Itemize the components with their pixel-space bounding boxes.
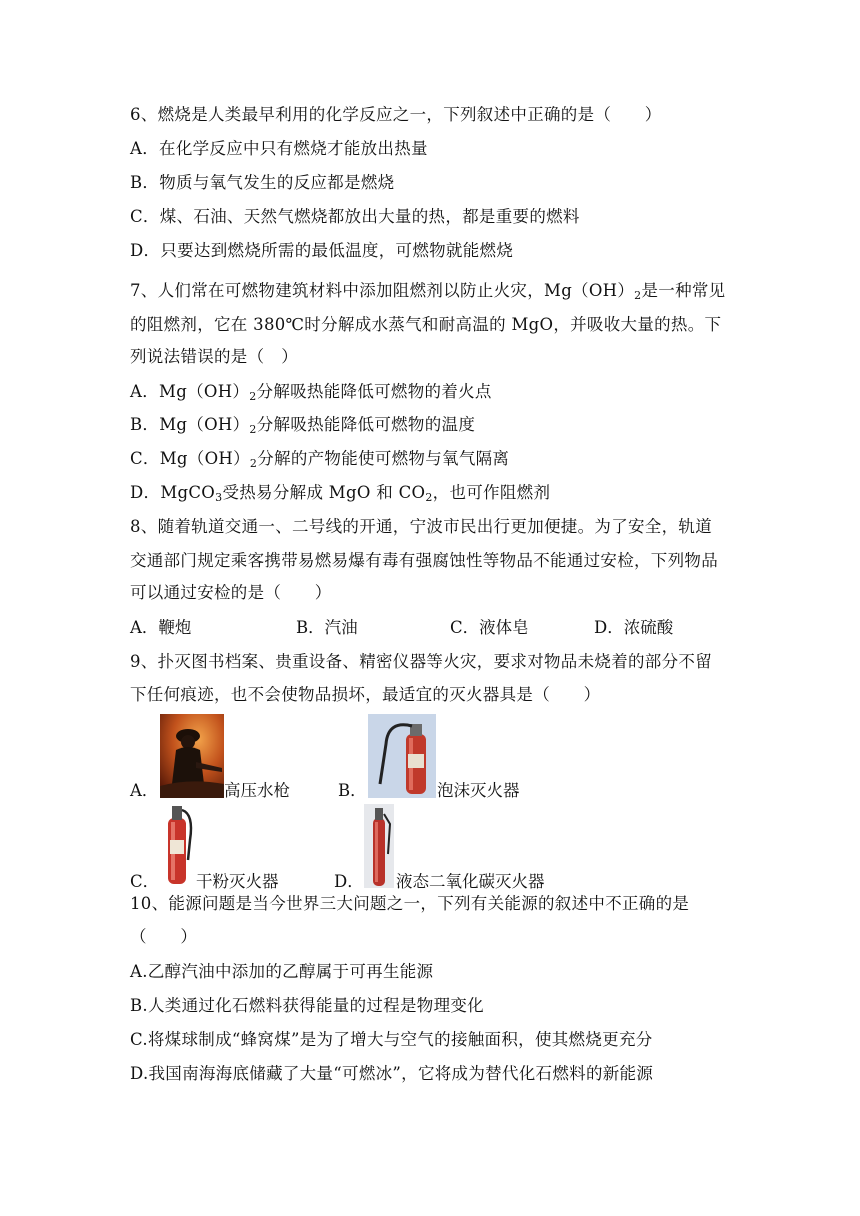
firefighter-hose-image xyxy=(160,714,224,798)
q6-option-a: A．在化学反应中只有燃烧才能放出热量 xyxy=(130,139,428,158)
q6-option-b: B．物质与氧气发生的反应都是燃烧 xyxy=(130,173,395,192)
q6-option-d: D．只要达到燃烧所需的最低温度，可燃物就能燃烧 xyxy=(130,241,514,260)
q7-d-sub1: 3 xyxy=(215,491,223,504)
q9-option-c-label: 干粉灭火器 xyxy=(196,872,279,891)
q7-option-b xyxy=(130,414,475,436)
q7-a-pre: A．Mg（OH） xyxy=(130,382,250,401)
q6-stem: 6、燃烧是人类最早利用的化学反应之一，下列叙述中正确的是（ ） xyxy=(130,105,662,124)
q8-stem-line1: 8、随着轨道交通一、二号线的开通，宁波市民出行更加便捷。为了安全，轨道 xyxy=(130,517,712,536)
q7-d-mid: 受热易分解成 MgO 和 CO xyxy=(222,483,426,502)
q10-option-c: C.将煤球制成“蜂窝煤”是为了增大与空气的接触面积，使其燃烧更充分 xyxy=(130,1030,653,1049)
dry-powder-extinguisher-image xyxy=(160,800,196,888)
q9-option-d-label: 液态二氧化碳灭火器 xyxy=(396,872,545,891)
q7-c-sub: 2 xyxy=(249,457,258,470)
q9-option-d-letter: D． xyxy=(334,872,364,891)
q7-stem-line2: 的阻燃剂，它在 380℃时分解成水蒸气和耐高温的 MgO，并吸收大量的热。下 xyxy=(130,315,722,334)
q9-stem-line1: 9、扑灭图书档案、贵重设备、精密仪器等火灾，要求对物品未烧着的部分不留 xyxy=(130,652,712,671)
q7-d-pre: D．MgCO xyxy=(130,483,216,502)
q7-option-a xyxy=(130,381,492,403)
q10-option-d: D.我国南海海底储藏了大量“可燃冰”，它将成为替代化石燃料的新能源 xyxy=(130,1064,654,1083)
q10-stem-line2: （ ） xyxy=(130,927,198,946)
q9-option-b-label: 泡沫灭火器 xyxy=(437,781,520,800)
q9-option-c-letter: C． xyxy=(130,872,160,891)
q7-c-post: 分解的产物能使可燃物与氧气隔离 xyxy=(257,449,510,468)
q7-a-post: 分解吸热能降低可燃物的着火点 xyxy=(256,382,492,401)
q8-option-d: D．浓硫酸 xyxy=(594,618,674,637)
q6-option-c: C．煤、石油、天然气燃烧都放出大量的热，都是重要的燃料 xyxy=(130,207,580,226)
q7-option-c xyxy=(130,448,509,470)
q7-d-sub2: 2 xyxy=(425,491,433,504)
q7-stem-line3: 列说法错误的是（ ） xyxy=(130,347,298,366)
q8-stem-line2: 交通部门规定乘客携带易燃易爆有毒有强腐蚀性等物品不能通过安检，下列物品 xyxy=(130,551,718,570)
q7-b-sub: 2 xyxy=(249,423,257,436)
q8-stem-line3: 可以通过安检的是（ ） xyxy=(130,583,332,602)
q9-option-a-label: 高压水枪 xyxy=(224,781,290,800)
q7-c-pre: C．Mg（OH） xyxy=(130,449,250,468)
co2-extinguisher-image xyxy=(364,804,394,888)
q8-option-a: A．鞭炮 xyxy=(130,618,192,637)
q7-b-pre: B．Mg（OH） xyxy=(130,415,250,434)
q9-option-b-letter: B． xyxy=(338,781,367,800)
q7-b-post: 分解吸热能降低可燃物的温度 xyxy=(256,415,476,434)
q7-option-d xyxy=(130,482,550,504)
q7-d-post: ，也可作阻燃剂 xyxy=(432,483,551,502)
q7-stem-line1 xyxy=(130,280,725,302)
q10-option-b: B.人类通过化石燃料获得能量的过程是物理变化 xyxy=(130,996,484,1015)
q7-stem1-tail: 是一种常见 xyxy=(641,281,726,300)
q10-stem-line1: 10、能源问题是当今世界三大问题之一，下列有关能源的叙述中不正确的是 xyxy=(130,894,690,913)
q7-a-sub: 2 xyxy=(249,390,257,403)
q8-option-b: B．汽油 xyxy=(296,618,358,637)
q7-stem1-text: 7、人们常在可燃物建筑材料中添加阻燃剂以防止火灾，Mg（OH） xyxy=(130,281,635,300)
q8-option-c: C．液体皂 xyxy=(450,618,529,637)
q9-option-a-letter: A． xyxy=(130,781,159,800)
q9-stem-line2: 下任何痕迹，也不会使物品损坏，最适宜的灭火器具是（ ） xyxy=(130,685,601,704)
q7-stem1-subscript: 2 xyxy=(634,289,642,302)
foam-extinguisher-image xyxy=(368,714,436,798)
q10-option-a: A.乙醇汽油中添加的乙醇属于可再生能源 xyxy=(130,962,434,981)
